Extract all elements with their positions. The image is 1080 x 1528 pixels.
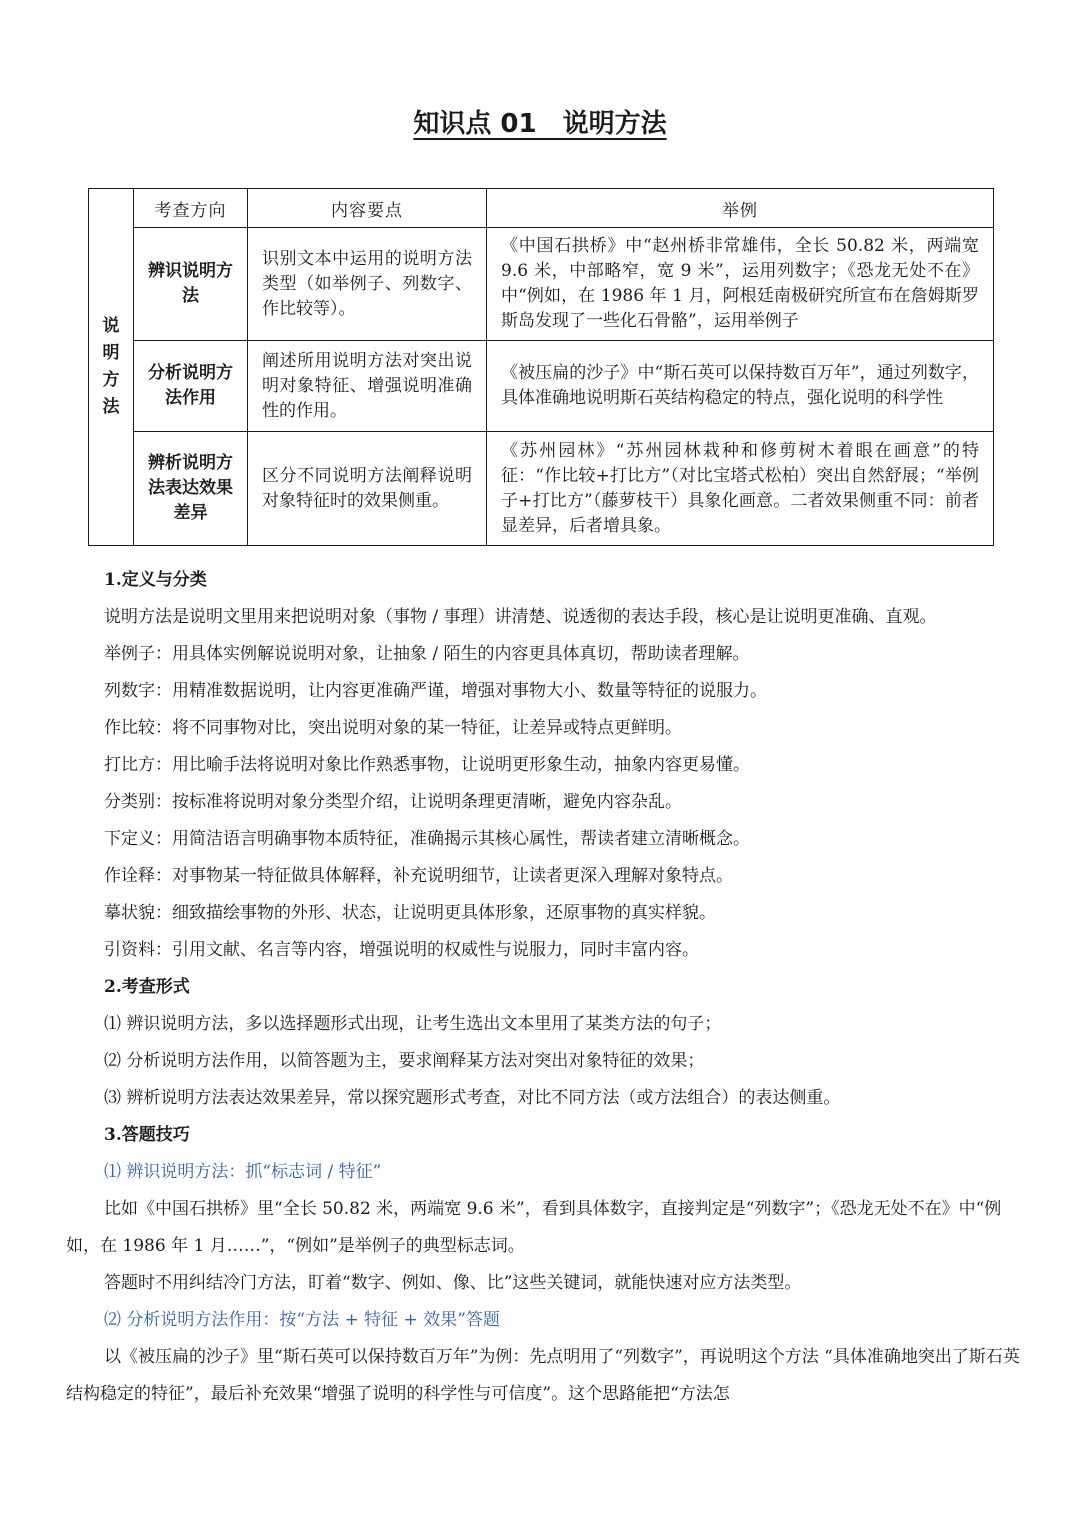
list-item: ⑴ 辨识说明方法，多以选择题形式出现，让考生选出文本里用了某类方法的句子； — [104, 1014, 722, 1034]
subheading: ⑵ 分析说明方法作用：按“方法 + 特征 + 效果”答题 — [104, 1310, 500, 1330]
section-heading: 2.考查形式 — [104, 977, 190, 997]
paragraph: 说明方法是说明文里用来把说明对象（事物 / 事理）讲清楚、说透彻的表达手段，核心是让说明更准确、直观。 — [104, 607, 937, 627]
table-row — [89, 432, 994, 546]
paragraph: 以《被压扁的沙子》里“斯石英可以保持数百万年”为例：先点明用了“列数字”，再说明这个方法 “具体准确地突出了斯石英结构稳定的特征”，最后补充效果“增强了说明的科学性与可信度”。这个思路能把“方法怎 — [66, 1347, 1020, 1404]
row-direction: 分析说明方法作用 — [134, 341, 248, 432]
list-item: 打比方：用比喻手法将说明对象比作熟悉事物，让说明更形象生动，抽象内容更易懂。 — [104, 755, 750, 775]
side-label-cell — [89, 189, 134, 546]
list-item: 下定义：用简洁语言明确事物本质特征，准确揭示其核心属性，帮读者建立清晰概念。 — [104, 829, 750, 849]
section-heading: 3.答题技巧 — [104, 1125, 190, 1145]
row-direction: 辨析说明方法表达效果差异 — [134, 432, 248, 546]
paragraph: 比如《中国石拱桥》里“全长 50.82 米，两端宽 9.6 米”，看到具体数字，直接判定是“列数字”；《恐龙无处不在》中“例如，在 1986 年 1 月……”，“例如”是举例子的典型标志词。 — [66, 1199, 1002, 1256]
header-direction: 考查方向 — [134, 189, 248, 228]
row-example: 《苏州园林》“苏州园林栽种和修剪树木着眼在画意”的特征：“作比较+打比方”（对比宝塔式松柏）突出自然舒展；“举例子+打比方”（藤萝枝干）具象化画意。二者效果侧重不同：前者显差异，后者增具象。 — [487, 432, 994, 546]
table-row — [89, 341, 994, 432]
subheading: ⑴ 辨识说明方法：抓“标志词 / 特征” — [104, 1162, 382, 1182]
row-direction: 辨识说明方法 — [134, 228, 248, 341]
list-item: 列数字：用精准数据说明，让内容更准确严谨，增强对事物大小、数量等特征的说服力。 — [104, 681, 767, 701]
table-row — [89, 228, 994, 341]
side-label: 说明方法 — [102, 316, 120, 417]
list-item: 引资料：引用文献、名言等内容，增强说明的权威性与说服力，同时丰富内容。 — [104, 940, 699, 960]
document-body — [66, 562, 1024, 1413]
list-item: ⑶ 辨析说明方法表达效果差异，常以探究题形式考查，对比不同方法（或方法组合）的表达侧重。 — [104, 1088, 841, 1108]
header-example: 举例 — [487, 189, 994, 228]
paragraph: 答题时不用纠结冷门方法，盯着“数字、例如、像、比”这些关键词，就能快速对应方法类型。 — [104, 1273, 802, 1293]
list-item: 摹状貌：细致描绘事物的外形、状态，让说明更具体形象，还原事物的真实样貌。 — [104, 903, 716, 923]
page-title: 知识点 01 说明方法 — [413, 109, 667, 139]
table-header-row — [89, 189, 994, 228]
header-points: 内容要点 — [248, 189, 487, 228]
list-item: ⑵ 分析说明方法作用，以简答题为主，要求阐释某方法对突出对象特征的效果； — [104, 1051, 705, 1071]
list-item: 分类别：按标准将说明对象分类型介绍，让说明条理更清晰，避免内容杂乱。 — [104, 792, 682, 812]
list-item: 举例子：用具体实例解说说明对象，让抽象 / 陌生的内容更具体真切，帮助读者理解。 — [104, 644, 750, 664]
row-example: 《中国石拱桥》中“赵州桥非常雄伟，全长 50.82 米，两端宽 9.6 米，中部略窄，宽 9 米”，运用列数字；《恐龙无处不在》中“例如，在 1986 年 1 月，阿根廷南极研究所宣布在詹姆斯罗斯岛发现了一些化石骨骼”，运用举例子 — [487, 228, 994, 341]
knowledge-table — [88, 188, 994, 546]
row-points: 识别文本中运用的说明方法类型（如举例子、列数字、作比较等）。 — [248, 228, 487, 341]
row-example: 《被压扁的沙子》中“斯石英可以保持数百万年”，通过列数字，具体准确地说明斯石英结构稳定的特点，强化说明的科学性 — [487, 341, 994, 432]
list-item: 作诠释：对事物某一特征做具体解释，补充说明细节，让读者更深入理解对象特点。 — [104, 866, 733, 886]
list-item: 作比较：将不同事物对比，突出说明对象的某一特征，让差异或特点更鲜明。 — [104, 718, 682, 738]
row-points: 区分不同说明方法阐释说明对象特征时的效果侧重。 — [248, 432, 487, 546]
row-points: 阐述所用说明方法对突出说明对象特征、增强说明准确性的作用。 — [248, 341, 487, 432]
section-heading: 1.定义与分类 — [104, 570, 207, 590]
